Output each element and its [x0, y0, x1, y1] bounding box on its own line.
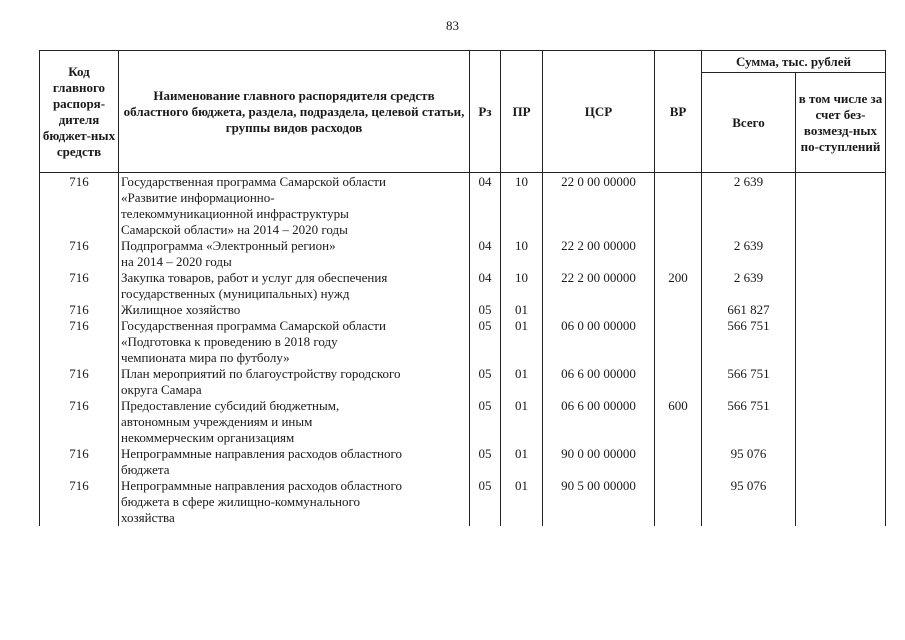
cell-total: 95 076 [702, 478, 796, 526]
header-total: Всего [702, 73, 796, 173]
name-line: государственных (муниципальных) нужд [121, 286, 350, 301]
cell-incl [796, 302, 886, 318]
name-line: Предоставление субсидий бюджетным, [121, 398, 340, 413]
cell-csr: 06 0 00 00000 [543, 318, 655, 366]
name-line: хозяйства [121, 510, 175, 525]
cell-vr: 200 [655, 270, 702, 302]
cell-rz: 05 [470, 318, 501, 366]
name-line: «Подготовка к проведению в 2018 году [121, 334, 338, 349]
cell-csr: 22 0 00 00000 [543, 173, 655, 239]
budget-table [39, 50, 886, 526]
cell-vr [655, 238, 702, 270]
name-line: некоммерческим организациям [121, 430, 295, 445]
cell-incl [796, 173, 886, 239]
cell-code: 716 [40, 366, 119, 398]
cell-vr [655, 318, 702, 366]
cell-name [119, 478, 470, 526]
cell-code: 716 [40, 478, 119, 526]
cell-code: 716 [40, 173, 119, 239]
cell-name [119, 318, 470, 366]
table-row [40, 318, 886, 366]
cell-vr [655, 173, 702, 239]
table-row [40, 366, 886, 398]
cell-incl [796, 478, 886, 526]
cell-name [119, 270, 470, 302]
cell-name [119, 238, 470, 270]
table-row [40, 270, 886, 302]
cell-vr [655, 446, 702, 478]
cell-incl [796, 446, 886, 478]
cell-pr: 01 [501, 446, 543, 478]
cell-csr: 22 2 00 00000 [543, 270, 655, 302]
cell-csr: 06 6 00 00000 [543, 398, 655, 446]
table-body [40, 173, 886, 527]
name-line: Закупка товаров, работ и услуг для обеспечения [121, 270, 388, 285]
name-line: Подпрограмма «Электронный регион» [121, 238, 336, 253]
name-line: автономным учреждениям и иным [121, 414, 313, 429]
cell-code: 716 [40, 302, 119, 318]
cell-total: 566 751 [702, 398, 796, 446]
cell-name [119, 446, 470, 478]
cell-vr: 600 [655, 398, 702, 446]
name-line: бюджета [121, 462, 170, 477]
cell-rz: 04 [470, 238, 501, 270]
cell-pr: 01 [501, 366, 543, 398]
name-line: округа Самара [121, 382, 202, 397]
name-line: Непрограммные направления расходов областного [121, 446, 402, 461]
name-line: бюджета в сфере жилищно-коммунального [121, 494, 361, 509]
name-line: Государственная программа Самарской области [121, 174, 386, 189]
cell-pr: 01 [501, 478, 543, 526]
cell-pr: 01 [501, 302, 543, 318]
cell-code: 716 [40, 398, 119, 446]
cell-rz: 05 [470, 366, 501, 398]
cell-code: 716 [40, 270, 119, 302]
cell-csr: 22 2 00 00000 [543, 238, 655, 270]
cell-vr [655, 366, 702, 398]
cell-total: 566 751 [702, 318, 796, 366]
name-line: «Развитие информационно- [121, 190, 275, 205]
name-line: Самарской области» на 2014 – 2020 годы [121, 222, 348, 237]
table-row [40, 238, 886, 270]
cell-vr [655, 302, 702, 318]
name-line: Непрограммные направления расходов областного [121, 478, 402, 493]
cell-code: 716 [40, 318, 119, 366]
name-line: на 2014 – 2020 годы [121, 254, 232, 269]
cell-incl [796, 366, 886, 398]
cell-incl [796, 318, 886, 366]
header-sum: Сумма, тыс. рублей [702, 51, 886, 73]
cell-total: 566 751 [702, 366, 796, 398]
name-line: Государственная программа Самарской области [121, 318, 386, 333]
cell-csr: 90 0 00 00000 [543, 446, 655, 478]
cell-csr [543, 302, 655, 318]
cell-vr [655, 478, 702, 526]
name-line: План мероприятий по благоустройству городского [121, 366, 401, 381]
cell-incl [796, 398, 886, 446]
name-line: телекоммуникационной инфраструктуры [121, 206, 349, 221]
cell-name [119, 366, 470, 398]
cell-total: 2 639 [702, 270, 796, 302]
cell-total: 2 639 [702, 238, 796, 270]
cell-total: 661 827 [702, 302, 796, 318]
cell-pr: 01 [501, 318, 543, 366]
cell-incl [796, 270, 886, 302]
table-row [40, 478, 886, 526]
header-vr: ВР [655, 51, 702, 173]
header-name: Наименование главного распорядителя средств областного бюджета, раздела, подраздела, целевой статьи, группы видов расходов [119, 51, 470, 173]
cell-pr: 10 [501, 270, 543, 302]
cell-incl [796, 238, 886, 270]
cell-rz: 05 [470, 302, 501, 318]
table-header [40, 51, 886, 173]
table-row [40, 446, 886, 478]
page-number: 83 [446, 18, 459, 33]
cell-pr: 01 [501, 398, 543, 446]
header-pr: ПР [501, 51, 543, 173]
cell-rz: 05 [470, 446, 501, 478]
header-rz: Рз [470, 51, 501, 173]
header-incl: в том числе за счет без-возмезд-ных по-ступлений [796, 73, 886, 173]
table-row [40, 302, 886, 318]
cell-csr: 90 5 00 00000 [543, 478, 655, 526]
cell-rz: 05 [470, 478, 501, 526]
cell-code: 716 [40, 446, 119, 478]
table-row [40, 398, 886, 446]
header-code: Код главного распоря-дителя бюджет-ных средств [40, 51, 119, 173]
cell-total: 95 076 [702, 446, 796, 478]
cell-pr: 10 [501, 238, 543, 270]
header-csr: ЦСР [543, 51, 655, 173]
name-line: чемпионата мира по футболу» [121, 350, 290, 365]
name-line: Жилищное хозяйство [121, 302, 241, 317]
cell-name [119, 173, 470, 239]
cell-name [119, 398, 470, 446]
table-row [40, 173, 886, 239]
cell-code: 716 [40, 238, 119, 270]
cell-csr: 06 6 00 00000 [543, 366, 655, 398]
cell-pr: 10 [501, 173, 543, 239]
cell-rz: 05 [470, 398, 501, 446]
cell-name [119, 302, 470, 318]
cell-total: 2 639 [702, 173, 796, 239]
cell-rz: 04 [470, 173, 501, 239]
cell-rz: 04 [470, 270, 501, 302]
